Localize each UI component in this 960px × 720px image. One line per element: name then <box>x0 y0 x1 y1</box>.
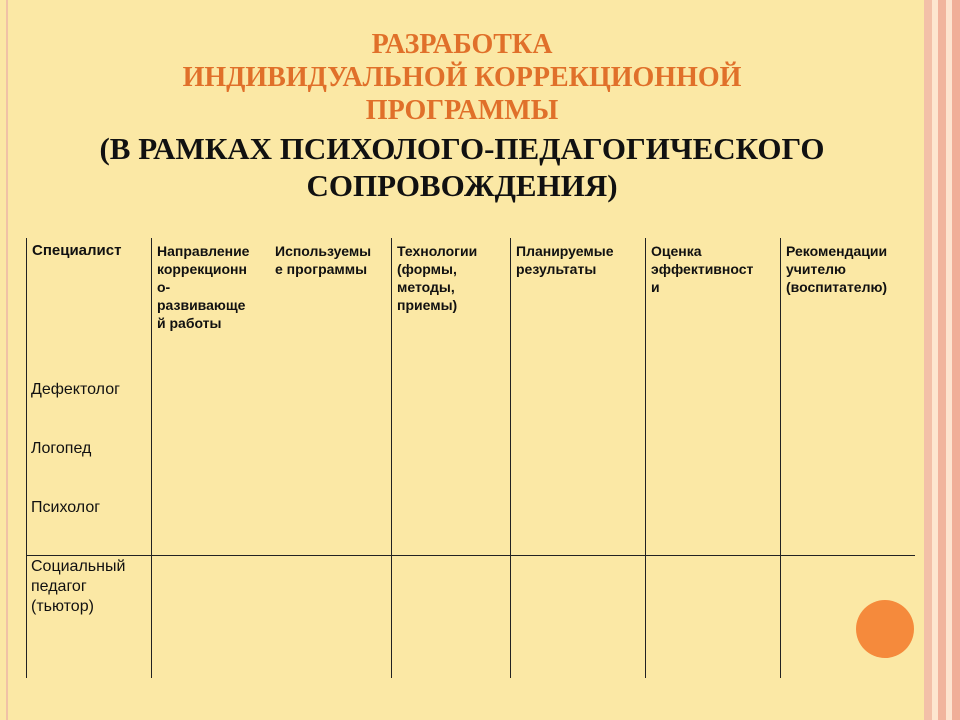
header-recommendations: Рекомендации учителю (воспитателю) <box>786 243 888 295</box>
table-column-divider <box>645 238 646 678</box>
title-line-2: ИНДИВИДУАЛЬНОЙ КОРРЕКЦИОННОЙ <box>182 62 742 93</box>
header-specialist: Специалист <box>32 242 122 259</box>
header-planned-results: Планируемые результаты <box>516 243 614 277</box>
specialist-social-pedagogue: Социальный педагог (тьютор) <box>31 558 126 615</box>
table-row-divider <box>26 555 915 556</box>
decorative-stripe <box>952 0 960 720</box>
table-column-divider <box>26 238 27 678</box>
slide-subtitle: (В РАМКАХ ПСИХОЛОГО-ПЕДАГОГИЧЕСКОГО СОПРОВОЖДЕНИЯ) <box>99 131 825 203</box>
header-technologies: Технологии (формы, методы, приемы) <box>397 243 478 313</box>
title-line-1: РАЗРАБОТКА <box>371 29 553 60</box>
header-programs-used: Используемы е программы <box>275 243 372 277</box>
decorative-circle <box>856 600 914 658</box>
table-column-divider <box>151 238 152 678</box>
header-effectiveness: Оценка эффективност и <box>651 243 754 295</box>
decorative-stripe <box>938 0 946 720</box>
decorative-stripe <box>924 0 932 720</box>
table-column-divider <box>391 238 392 678</box>
table-column-divider <box>780 238 781 678</box>
specialist-psychologist: Психолог <box>31 499 101 516</box>
header-correction-direction: Направление коррекционн о- развивающе й работы <box>157 243 250 331</box>
specialist-defectologist: Дефектолог <box>31 381 120 398</box>
table-column-divider <box>510 238 511 678</box>
title-line-3: ПРОГРАММЫ <box>365 95 559 126</box>
specialist-speech-therapist: Логопед <box>31 440 92 457</box>
